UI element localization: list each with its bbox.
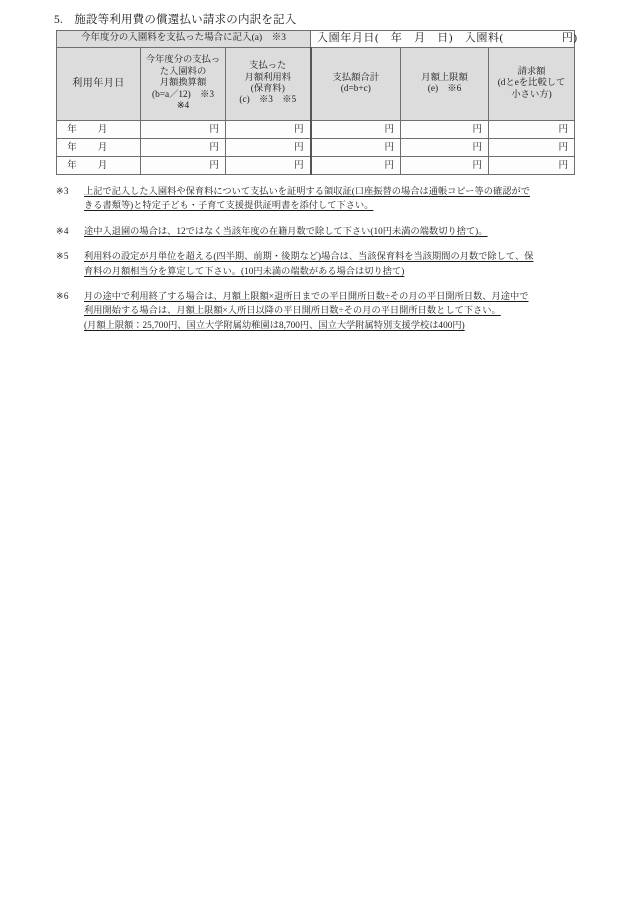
cell-payment-total[interactable]: 円 — [311, 121, 401, 139]
footnote-3-line-2: きる書類等)と特定子ども・子育て支援提供証明書を添付して下さい。 — [84, 200, 374, 211]
cell-use-date[interactable]: 年 月 — [57, 157, 141, 175]
cell-monthly-cap[interactable]: 円 — [401, 157, 489, 175]
column-header-claim-amount: 請求額 (dとeを比較して 小さい方) — [489, 48, 575, 121]
footnote-6-mark: ※6 — [56, 291, 69, 302]
footnote-6-line-3: (月額上限額：25,700円、国立大学附属幼稚園は8,700円、国立大学附属特別支援学校は400円) — [84, 319, 465, 330]
cell-paid-monthly-fee[interactable]: 円 — [226, 157, 311, 175]
footnote-5 — [56, 249, 576, 278]
footnote-6 — [56, 289, 576, 332]
footnote-6-body — [84, 289, 576, 332]
section-number: 5. — [54, 14, 64, 26]
cell-claim-amount[interactable]: 円 — [489, 121, 575, 139]
table-header-row — [57, 48, 575, 121]
column-header-paid-monthly-fee: 支払った 月額利用料 (保育料) (c) ※3 ※5 — [226, 48, 311, 121]
cell-use-date[interactable]: 年 月 — [57, 121, 141, 139]
cell-claim-amount[interactable]: 円 — [489, 139, 575, 157]
footnote-5-mark: ※5 — [56, 251, 69, 262]
table-row — [57, 139, 575, 157]
footnote-3-line-1: 上記で記入した入園料や保育料について支払いを証明する領収証(口座振替の場合は通帳コピー等の確認がで — [84, 186, 530, 196]
claim-breakdown-table — [56, 30, 578, 175]
footnotes — [56, 184, 576, 343]
footnote-5-line-2: 育料の月額相当分を算定して下さい。(10円未満の端数がある場合は切り捨て) — [84, 265, 405, 276]
footnote-4-mark: ※4 — [56, 225, 69, 236]
cell-monthly-cap[interactable]: 円 — [401, 121, 489, 139]
footnote-3-mark: ※3 — [56, 186, 69, 196]
footnote-4 — [56, 224, 576, 238]
footnote-4-line-1: 途中入退園の場合は、12ではなく当該年度の在籍月数で除して下さい(10円未満の端数切り捨て)。 — [84, 225, 488, 236]
table-row — [57, 121, 575, 139]
entrance-fee-banner-row — [57, 31, 575, 48]
column-header-payment-total: 支払額合計 (d=b+c) — [311, 48, 401, 121]
footnote-5-body — [84, 249, 576, 278]
cell-use-date[interactable]: 年 月 — [57, 139, 141, 157]
claim-breakdown-table-wrapper — [56, 30, 578, 175]
footnote-6-line-1: 月の途中で利用終了する場合は、月額上限額×退所日までの平日開所日数÷その月の平日開所日数、月途中で — [84, 291, 529, 302]
footnote-5-line-1: 利用料の設定が月単位を超える(四半期、前期・後期など)場合は、当該保育料を当該期間の月数で除して、保 — [84, 251, 534, 262]
cell-entrance-fee-monthly[interactable]: 円 — [141, 157, 226, 175]
entrance-fee-entry-field[interactable]: 入園年月日( 年 月 日) 入園料( 円) — [311, 31, 575, 48]
table-row — [57, 157, 575, 175]
column-header-entrance-fee-monthly: 今年度分の支払っ た入園料の 月額換算額 (b=a／12) ※3 ※4 — [141, 48, 226, 121]
column-header-monthly-cap: 月額上限額 (e) ※6 — [401, 48, 489, 121]
cell-payment-total[interactable]: 円 — [311, 139, 401, 157]
page-title — [54, 13, 297, 28]
column-header-use-date: 利用年月日 — [57, 48, 141, 121]
footnote-3-body — [84, 184, 576, 213]
cell-payment-total[interactable]: 円 — [311, 157, 401, 175]
section-title-text: 施設等利用費の償還払い請求の内訳を記入 — [74, 14, 297, 26]
cell-entrance-fee-monthly[interactable]: 円 — [141, 139, 226, 157]
cell-entrance-fee-monthly[interactable]: 円 — [141, 121, 226, 139]
footnote-4-body — [84, 224, 576, 238]
cell-paid-monthly-fee[interactable]: 円 — [226, 139, 311, 157]
cell-monthly-cap[interactable]: 円 — [401, 139, 489, 157]
cell-paid-monthly-fee[interactable]: 円 — [226, 121, 311, 139]
footnote-3 — [56, 184, 576, 213]
footnote-6-line-2: 利用開始する場合は、月額上限額×入所日以降の平日開所日数÷その月の平日開所日数として下さい。 — [84, 305, 501, 316]
entrance-fee-condition-label: 今年度分の入園料を支払った場合に記入(a) ※3 — [57, 31, 311, 48]
cell-claim-amount[interactable]: 円 — [489, 157, 575, 175]
